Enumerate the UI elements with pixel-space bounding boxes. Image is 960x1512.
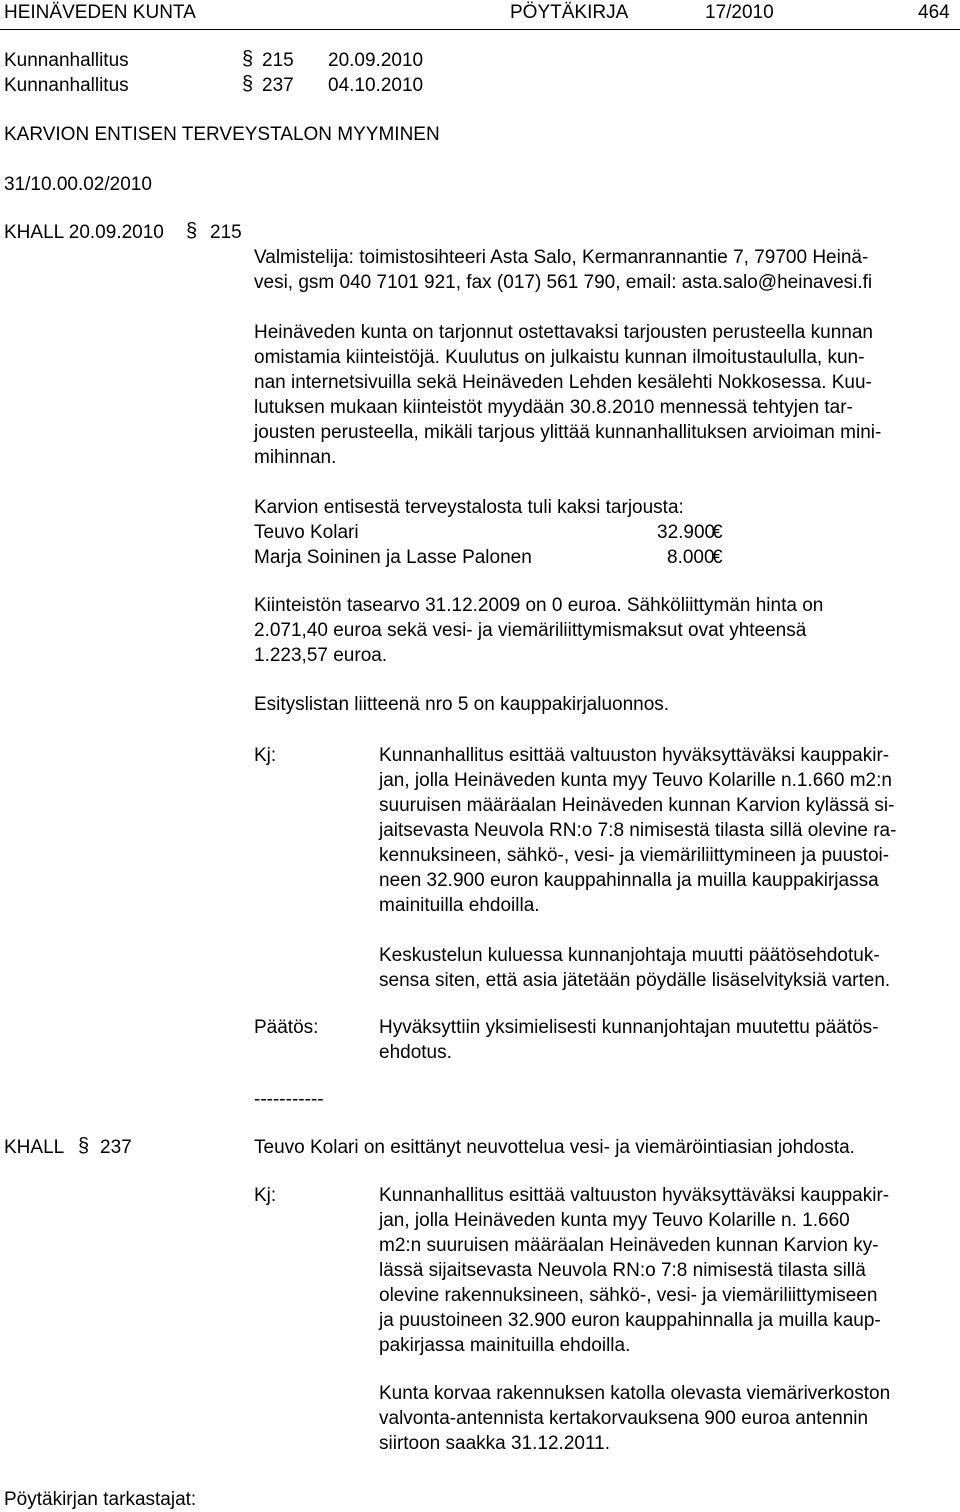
proposal-line: jan, jolla Heinäveden kunta myy Teuvo Kolarille n.1.660 m2:n bbox=[379, 770, 892, 791]
section-number: 237 bbox=[100, 1137, 132, 1158]
proposal-line: pakirjassa mainituilla ehdoilla. bbox=[379, 1335, 631, 1356]
proposal-line: Kunnanhallitus esittää valtuuston hyväksyttäväksi kauppakir- bbox=[379, 745, 890, 766]
proposal-line: jan, jolla Heinäveden kunta myy Teuvo Kolarille n. 1.660 bbox=[379, 1210, 850, 1231]
intro-line: Teuvo Kolari on esittänyt neuvottelua vesi- ja viemäröintiasian johdosta. bbox=[254, 1137, 855, 1158]
attachment-note: Esityslistan liitteenä nro 5 on kauppakirjaluonnos. bbox=[254, 694, 670, 715]
discussion-line: sensa siten, että asia jätetään pöydälle lisäselvityksiä varten. bbox=[379, 970, 891, 991]
section-label: KHALL 20.09.2010 bbox=[4, 222, 164, 243]
body-line: Heinäveden kunta on tarjonnut ostettavaksi tarjousten perusteella kunnan bbox=[254, 322, 873, 343]
compensation-line: siirtoon saakka 31.12.2011. bbox=[379, 1433, 610, 1454]
bid-amount: 8.000 bbox=[667, 547, 715, 568]
proposal-line: lässä sijaitsevasta Neuvola RN:o 7:8 nimisestä tilasta sillä bbox=[379, 1260, 866, 1281]
body-line: Valmistelija: toimistosihteeri Asta Salo, Kermanrannantie 7, 79700 Heinä- bbox=[254, 247, 869, 268]
bidder-name: Marja Soininen ja Lasse Palonen bbox=[254, 547, 532, 568]
section-mark: § bbox=[242, 73, 254, 95]
section-label: KHALL bbox=[4, 1137, 65, 1158]
bid-amount: 32.900 bbox=[657, 522, 716, 543]
section-mark: § bbox=[78, 1135, 90, 1157]
bidder-name: Teuvo Kolari bbox=[254, 522, 359, 543]
section-separator: ----------- bbox=[254, 1089, 324, 1110]
proposal-line: suuruisen määräalan Heinäveden kunnan Karvion kylässä si- bbox=[379, 795, 895, 816]
body-line: jousten perusteella, mikäli tarjous ylittää kunnanhallituksen arvioiman mini- bbox=[254, 422, 882, 443]
proposal-line: Kunnanhallitus esittää valtuuston hyväksyttäväksi kauppakir- bbox=[379, 1185, 890, 1206]
decision-line: ehdotus. bbox=[379, 1042, 452, 1063]
proposal-line: mainituilla ehdoilla. bbox=[379, 895, 540, 916]
proposal-line: olevine rakennuksineen, sähkö-, vesi- ja viemäriliittymiseen bbox=[379, 1285, 878, 1306]
document-type: PÖYTÄKIRJA bbox=[510, 2, 629, 23]
decision-line: Hyväksyttiin yksimielisesti kunnanjohtajan muutettu päätös- bbox=[379, 1017, 879, 1038]
proposal-label: Kj: bbox=[254, 1185, 277, 1206]
document-number: 17/2010 bbox=[705, 2, 774, 23]
page-number: 464 bbox=[918, 2, 950, 23]
compensation-line: Kunta korvaa rakennuksen katolla olevasta viemäriverkoston bbox=[379, 1383, 891, 1404]
municipality-name: HEINÄVEDEN KUNTA bbox=[4, 2, 196, 23]
section-mark: § bbox=[242, 48, 254, 70]
euro-icon: € bbox=[712, 547, 723, 568]
body-line: 1.223,57 euroa. bbox=[254, 645, 388, 666]
section-mark: § bbox=[186, 220, 198, 242]
compensation-line: valvonta-antennista kertakorvauksena 900 euroa antennin bbox=[379, 1408, 869, 1429]
euro-icon: € bbox=[712, 522, 723, 543]
proposal-line: ja puustoineen 32.900 euron kauppahinnalla ja muilla kaup- bbox=[379, 1310, 881, 1331]
meta-body: Kunnanhallitus bbox=[4, 75, 129, 96]
body-line: Kiinteistön tasearvo 31.12.2009 on 0 euroa. Sähköliittymän hinta on bbox=[254, 595, 824, 616]
meta-body: Kunnanhallitus bbox=[4, 50, 129, 71]
meta-number: 237 bbox=[262, 75, 294, 96]
decision-label: Päätös: bbox=[254, 1017, 319, 1038]
section-number: 215 bbox=[210, 222, 242, 243]
proposal-label: Kj: bbox=[254, 745, 277, 766]
reference-number: 31/10.00.02/2010 bbox=[4, 174, 152, 195]
body-line: 2.071,40 euroa sekä vesi- ja viemäriliittymismaksut ovat yhteensä bbox=[254, 620, 807, 641]
proposal-line: jaitsevasta Neuvola RN:o 7:8 nimisestä tilasta sillä olevine ra- bbox=[379, 820, 897, 841]
body-line: Karvion entisestä terveystalosta tuli kaksi tarjousta: bbox=[254, 497, 684, 518]
proposal-line: kennuksineen, sähkö-, vesi- ja viemäriliittymineen ja puustoi- bbox=[379, 845, 890, 866]
proposal-line: m2:n suuruisen määräalan Heinäveden kunnan Karvion ky- bbox=[379, 1235, 879, 1256]
body-line: nan internetsivuilla sekä Heinäveden Lehden kesälehti Nokkosessa. Kuu- bbox=[254, 372, 872, 393]
document-title: KARVION ENTISEN TERVEYSTALON MYYMINEN bbox=[4, 124, 440, 145]
body-line: vesi, gsm 040 7101 921, fax (017) 561 790, email: asta.salo@heinavesi.fi bbox=[254, 272, 873, 293]
meta-date: 04.10.2010 bbox=[328, 75, 424, 96]
proposal-line: neen 32.900 euron kauppahinnalla ja muilla kauppakirjassa bbox=[379, 870, 879, 891]
meta-number: 215 bbox=[262, 50, 294, 71]
discussion-line: Keskustelun kuluessa kunnanjohtaja muutti päätösehdotuk- bbox=[379, 945, 880, 966]
body-line: omistamia kiinteistöjä. Kuulutus on julkaistu kunnan ilmoitustaululla, kun- bbox=[254, 347, 865, 368]
meta-date: 20.09.2010 bbox=[328, 50, 424, 71]
header-divider bbox=[0, 29, 960, 30]
body-line: mihinnan. bbox=[254, 447, 337, 468]
body-line: lutuksen mukaan kiinteistöt myydään 30.8.2010 mennessä tehtyjen tar- bbox=[254, 397, 853, 418]
minutes-checkers-label: Pöytäkirjan tarkastajat: bbox=[4, 1489, 197, 1510]
